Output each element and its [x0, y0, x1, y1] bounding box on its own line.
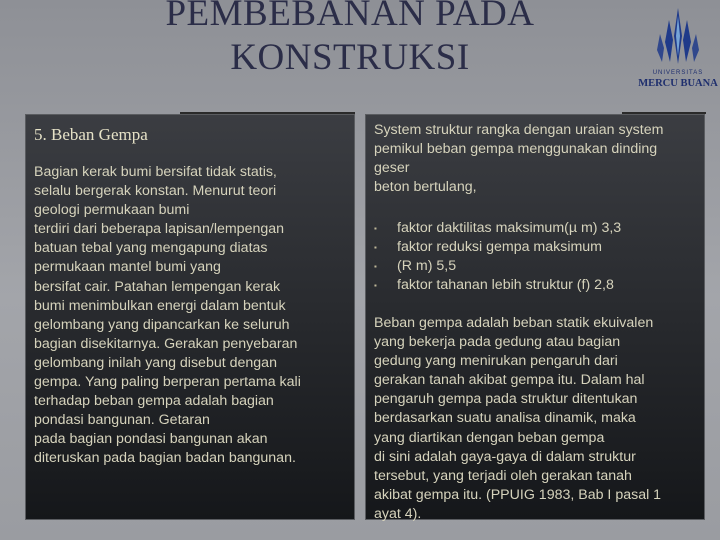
logo-subtitle: UNIVERSITAS — [652, 70, 704, 76]
para-line: berdasarkan suatu analisa dinamik, maka — [374, 410, 636, 427]
left-body-text — [34, 163, 352, 469]
bullet-text: faktor daktilitas maksimum(µ m) 3,3 — [397, 220, 622, 236]
left-line: geologi permukaan bumi — [34, 202, 190, 219]
para-line: pengaruh gempa pada struktur ditentukan — [374, 391, 638, 408]
bullet-item — [374, 238, 621, 257]
logo-name: MERCU BUANA — [638, 78, 718, 89]
left-line: gelombang yang dipancarkan ke seluruh — [34, 316, 290, 333]
bullet-icon: ▪ — [374, 281, 377, 291]
bullet-text: faktor reduksi gempa maksimum — [397, 239, 602, 256]
bullet-item — [374, 219, 621, 238]
para-line: di sini adalah gaya-gaya di dalam struktur — [374, 448, 636, 465]
para-line: Beban gempa adalah beban statik ekuivalen — [374, 315, 654, 331]
para-line: tersebut, yang terjadi oleh gerakan tanah — [374, 467, 632, 484]
left-line: bersifat cair. Patahan lempengan kerak — [34, 278, 281, 295]
bullet-text: faktor tahanan lebih struktur (f) 2,8 — [397, 277, 614, 294]
left-line: gempa. Yang paling berperan pertama kali — [34, 374, 301, 391]
slide-title-line-1: PEMBEBANAN PADA — [165, 0, 535, 34]
intro-line: pemikul beban gempa menggunakan dinding — [374, 141, 658, 158]
para-line: yang diartikan dengan beban gempa — [374, 429, 605, 446]
para-line: gedung yang menirukan pengaruh dari — [374, 353, 618, 370]
bullet-icon: ▪ — [374, 243, 377, 253]
bullet-item — [374, 257, 621, 276]
bullet-text: (R m) 5,5 — [397, 258, 457, 275]
intro-line: System struktur rangka dengan uraian system — [374, 122, 664, 138]
left-line: diteruskan pada bagian badan bangunan. — [34, 450, 296, 467]
left-line: pada bagian pondasi bangunan akan — [34, 431, 268, 448]
left-line: Bagian kerak bumi bersifat tidak statis, — [34, 164, 277, 180]
right-paragraph — [374, 314, 704, 524]
right-content-panel — [365, 114, 705, 520]
intro-line: beton bertulang, — [374, 179, 477, 196]
para-line: ayat 4). — [374, 505, 422, 522]
para-line: yang bekerja pada gedung atau bagian — [374, 334, 621, 351]
para-line: gerakan tanah akibat gempa itu. Dalam hal — [374, 372, 645, 389]
bullet-icon: ▪ — [374, 262, 377, 272]
left-line: selalu bergerak konstan. Menurut teori — [34, 183, 277, 200]
bullet-item — [374, 276, 621, 295]
factor-bullet-list — [374, 219, 621, 295]
mercu-buana-logo-icon — [636, 6, 720, 70]
left-content-panel — [25, 114, 355, 520]
intro-line: geser — [374, 160, 410, 177]
left-line: bagian disekitarnya. Gerakan penyebaran — [34, 335, 298, 352]
left-line: bumi menimbulkan energi dalam bentuk — [34, 297, 286, 314]
left-line: pondasi bangunan. Getaran — [34, 412, 210, 429]
left-line: gelombang inilah yang disebut dengan — [34, 354, 277, 371]
left-line: terhadap beban gempa adalah bagian — [34, 393, 274, 410]
bullet-icon: ▪ — [374, 224, 377, 233]
university-logo — [636, 6, 720, 94]
para-line: akibat gempa itu. (PPUIG 1983, Bab I pasal 1 — [374, 486, 662, 503]
left-line: terdiri dari beberapa lapisan/lempengan — [34, 221, 285, 238]
left-line: permukaan mantel bumi yang — [34, 259, 221, 276]
right-intro-text — [374, 121, 704, 197]
slide-title — [110, 0, 590, 80]
left-line: batuan tebal yang mengapung diatas — [34, 240, 268, 257]
section-heading: 5. Beban Gempa — [34, 125, 148, 144]
slide-title-line-2: KONSTRUKSI — [230, 37, 470, 78]
